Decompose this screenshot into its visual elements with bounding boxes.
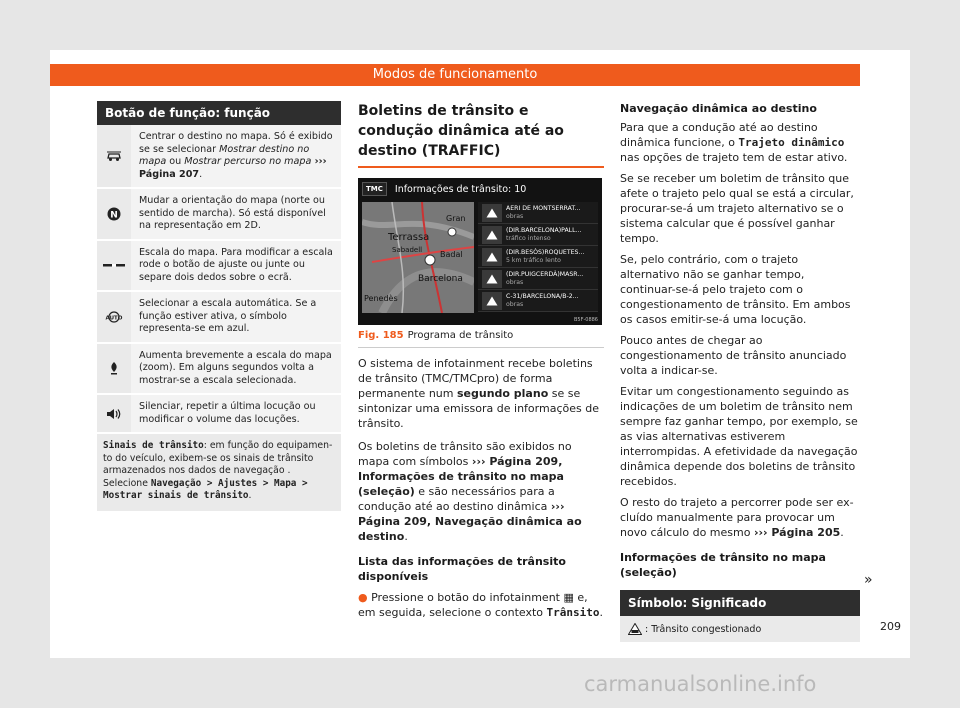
text-run: Pouco antes de chegar ao congestionamento de trânsito anunciado volta a indicar-se. xyxy=(620,334,847,377)
traffic-item-status: tráfico intenso xyxy=(506,234,551,242)
text-run: Centrar o destino no mapa. Só é exibido se se selecionar xyxy=(139,131,333,155)
continued-arrow: » xyxy=(864,572,873,588)
text-run: O resto do trajeto a percorrer pode ser excluído manualmente para provocar um novo cálculo do mesmo xyxy=(620,496,854,539)
traffic-item-status: 5 km tráfico lento xyxy=(506,256,561,264)
svg-text:N: N xyxy=(110,210,118,221)
text-run: Selecionar a escala automática. Se a função estiver ativa, o símbolo representa-se em azul. xyxy=(139,298,317,334)
row-description xyxy=(131,395,341,432)
traffic-item-text xyxy=(506,271,583,287)
traffic-list-item[interactable] xyxy=(478,202,598,224)
traffic-item-text xyxy=(506,227,581,243)
text-run: Pressione o botão do infotainment ▦ e, em seguida, selecione o contexto xyxy=(358,591,588,619)
text-run: . xyxy=(599,606,603,619)
auto-zoom-icon xyxy=(97,292,131,342)
traffic-item-status: obras xyxy=(506,300,524,308)
traffic-item-name: C-31/BARCELONA/B-2... xyxy=(506,292,579,300)
text-run: nas opções de trajeto tem de estar ativo. xyxy=(620,151,848,164)
traffic-list xyxy=(478,202,598,312)
page-number: 209 xyxy=(880,620,901,633)
traffic-list-item[interactable] xyxy=(478,246,598,268)
text-run: Para que a condução até ao destino dinâmica funcione, o xyxy=(620,121,818,149)
symbol-row xyxy=(620,616,860,642)
text-run: . xyxy=(404,530,408,543)
table-header: Botão de função: função xyxy=(97,101,341,125)
text-run: Mudar a orientação do mapa (norte ou sentido de marcha). Só está disponível na representação em 2D. xyxy=(139,195,326,231)
text-run: Escala do mapa. Para modificar a escala rode o botão de ajuste ou junte ou separe dois dedos sobre o ecrã. xyxy=(139,246,333,283)
traffic-item-text xyxy=(506,293,579,309)
svg-text:AUTO: AUTO xyxy=(105,315,123,322)
map-label: Terrassa xyxy=(388,232,430,243)
instruction-step xyxy=(358,590,604,620)
subheading: Lista das informações de trânsito disponíveis xyxy=(358,555,566,583)
text-run: ou xyxy=(166,156,185,167)
text-run: ››› Página 209, Informações de trânsito no mapa (seleção) xyxy=(358,455,564,498)
paragraph xyxy=(358,439,604,544)
text-run: Aumenta brevemente a escala do mapa (zoom). Em alguns segundos volta a mostrar-se a escala selecionada. xyxy=(139,349,332,386)
map-label: Badal xyxy=(440,250,463,259)
voice-icon xyxy=(97,395,131,432)
text-run: Sinais de trânsito xyxy=(103,440,204,451)
traffic-item-status: obras xyxy=(506,278,524,286)
text-run: Trânsito xyxy=(546,606,600,619)
traffic-item-name: (DIR.BESÒS)ROQUETES... xyxy=(506,248,585,256)
symbol-meaning: : Trânsito congestionado xyxy=(645,623,762,635)
traffic-section xyxy=(358,101,604,620)
paragraph xyxy=(620,495,860,540)
traffic-item-name: AERI DE MONTSERRAT... xyxy=(506,204,581,212)
text-run: . xyxy=(199,168,203,180)
text-run: ● xyxy=(358,591,372,604)
map-scale-icon xyxy=(97,241,131,291)
traffic-item-text xyxy=(506,249,584,265)
text-run: O sistema de infotainment recebe boletins de trânsito (TMC/TMCpro) de forma permanente num xyxy=(358,357,593,400)
text-run: Navegação > Ajustes > Mapa > Mostrar sinais de trânsito xyxy=(103,477,308,501)
table-row xyxy=(97,344,341,396)
dynamic-navigation-section xyxy=(620,101,860,642)
chapter-header: Modos de funcionamento xyxy=(50,64,860,86)
traffic-list-item[interactable] xyxy=(478,268,598,290)
paragraph xyxy=(620,384,860,489)
zoom-icon xyxy=(97,344,131,394)
traffic-item-text xyxy=(506,205,580,221)
screen-title: Informações de trânsito: 10 xyxy=(394,183,527,195)
figure-caption-text: Programa de trânsito xyxy=(407,330,514,341)
figure-number: Fig. 185 xyxy=(358,330,404,341)
row-description xyxy=(131,292,341,342)
tmc-badge: TMC xyxy=(362,182,387,196)
traffic-jam-warning-icon xyxy=(628,623,642,635)
traffic-item-name: (DIR.PUIGCERDÀ)MASR... xyxy=(506,270,584,278)
compass-north-icon xyxy=(97,189,131,239)
table-row xyxy=(97,189,341,241)
row-description xyxy=(131,344,341,394)
text-run: Os boletins de trânsito são exibidos no mapa com símbolos xyxy=(358,440,572,468)
map-label: Gran xyxy=(446,214,466,223)
text-run: Evitar um congestionamento seguindo as indicações de um boletim de trânsito nem sempre faz ganhar tempo, por exemplo, se as vias alternativas estiverem interrompidas. A efetividade da navegação dinâmica depende dos boletins de trânsito recebidos. xyxy=(620,385,858,488)
subheading: Navegação dinâmica ao destino xyxy=(620,102,817,115)
map-label: Sabadell xyxy=(392,246,423,254)
paragraph xyxy=(358,356,604,431)
car-position-icon xyxy=(97,125,131,187)
text-run: ››› Página 209, Navegação dinâmica ao destino xyxy=(358,500,582,543)
subheading: Informações de trânsito no mapa (seleção) xyxy=(620,551,826,579)
text-run: Mostrar percurso no mapa xyxy=(184,156,312,167)
text-run: segundo plano xyxy=(456,387,549,400)
row-description xyxy=(131,189,341,239)
row-description xyxy=(131,241,341,291)
text-run: e são necessários para a condução até ao destino dinâmica xyxy=(358,485,555,513)
paragraph xyxy=(620,120,860,165)
text-run: . xyxy=(840,526,844,539)
text-run: . xyxy=(248,490,252,501)
table-row xyxy=(97,241,341,293)
text-run: Silenciar, repetir a última locução ou modificar o volume das locuções. xyxy=(139,401,316,425)
watermark: carmanualsonline.info xyxy=(584,672,817,696)
traffic-list-item[interactable] xyxy=(478,290,598,312)
traffic-item-status: obras xyxy=(506,212,524,220)
text-run: : em função do equipamento do veículo, exibem-se os sinais de trânsito armazenados nos dados de navegação . Selecione xyxy=(103,440,333,489)
text-run: Mostrar destino no mapa xyxy=(139,143,310,167)
screen-header xyxy=(358,178,602,200)
warning-triangle-icon xyxy=(482,270,502,288)
paragraph xyxy=(620,333,860,378)
warning-triangle-icon xyxy=(482,292,502,310)
text-run: se se sintonizar uma emissora de informações de trânsito. xyxy=(358,387,599,430)
traffic-figure xyxy=(358,178,602,325)
row-description xyxy=(131,125,341,187)
text-run: ››› Página 205 xyxy=(753,526,841,539)
paragraph xyxy=(620,252,860,327)
symbol-table-header: Símbolo: Significado xyxy=(620,590,860,616)
map-label: Penedès xyxy=(364,294,398,303)
table-row xyxy=(97,125,341,189)
figure-code: B5F-0886 xyxy=(573,317,598,323)
warning-triangle-icon xyxy=(482,204,502,222)
figure-caption xyxy=(358,330,604,348)
map-label: Barcelona xyxy=(418,274,463,284)
text-run: Se se receber um boletim de trânsito que afete o trajeto pelo qual se está a circular, procurar-se-á um trajeto alternativo se o sistema calcular que é possível ganhar tempo. xyxy=(620,172,854,245)
traffic-list-item[interactable] xyxy=(478,224,598,246)
paragraph xyxy=(620,171,860,246)
function-table xyxy=(97,101,341,511)
section-title: Boletins de trânsito e condução dinâmica até ao destino (TRAFFIC) xyxy=(358,101,604,168)
map-view[interactable] xyxy=(362,202,474,313)
table-row xyxy=(97,395,341,434)
text-run: ››› Página 207 xyxy=(139,156,327,180)
warning-triangle-icon xyxy=(482,248,502,266)
table-row xyxy=(97,292,341,344)
table-footnote xyxy=(97,434,341,511)
traffic-item-name: (DIR.BARCELONA)PALL... xyxy=(506,226,582,234)
text-run: Trajeto dinâmico xyxy=(738,136,845,149)
warning-triangle-icon xyxy=(482,226,502,244)
text-run: Se, pelo contrário, com o trajeto alternativo não se ganhar tempo, continuar-se-á pelo trajeto com o congestionamento de trânsito. Em ambos os casos emitir-se-á uma locução. xyxy=(620,253,851,326)
